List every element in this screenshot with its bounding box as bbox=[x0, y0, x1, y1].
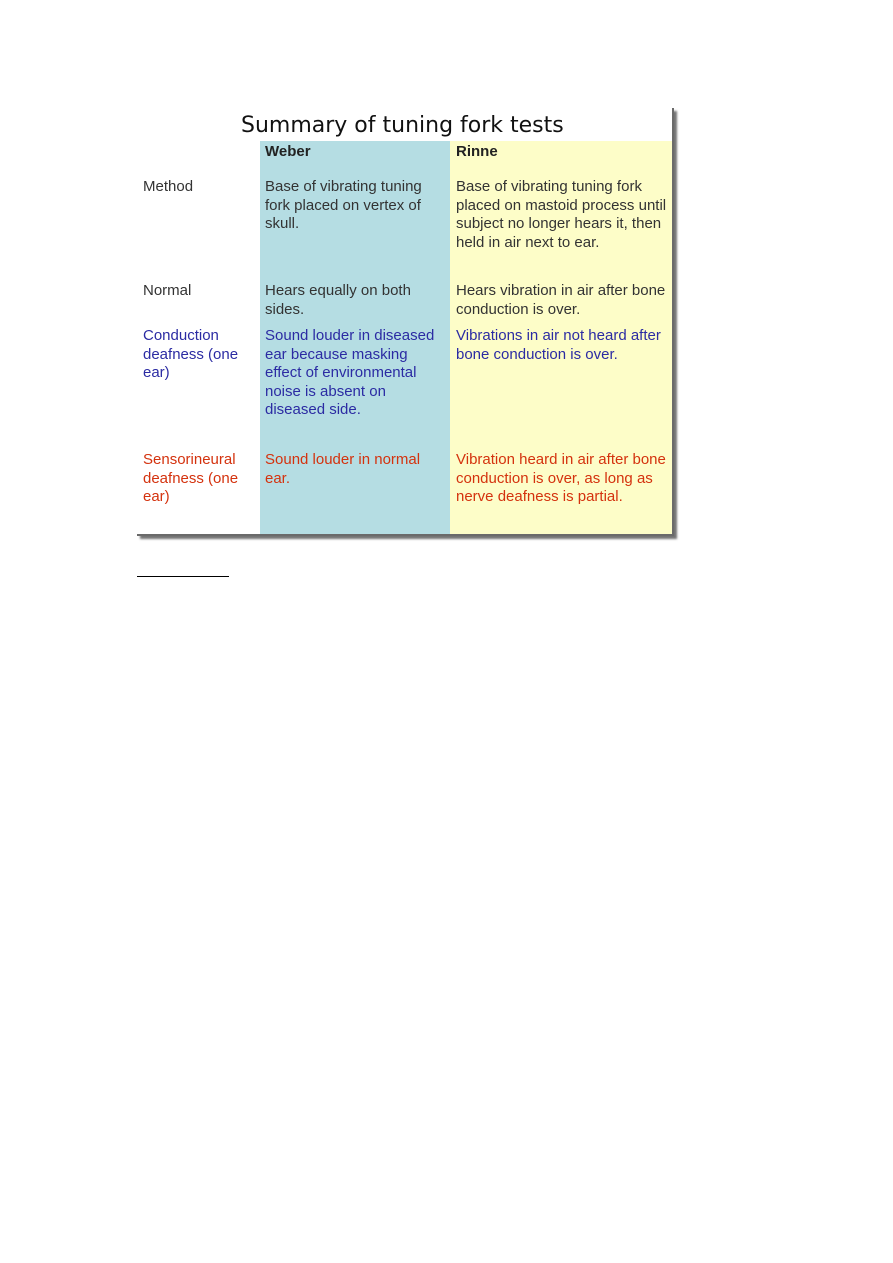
cell-rinne-method: Base of vibrating tuning fork placed on mastoid process until subject no longer hears it, then held in air next to ear. bbox=[456, 178, 667, 251]
column-header-weber: Weber bbox=[265, 143, 311, 160]
cell-weber-conduction-deafness: Sound louder in diseased ear because masking effect of environmental noise is absent on diseased side. bbox=[265, 327, 435, 418]
row-label-normal: Normal bbox=[143, 282, 192, 299]
horizontal-rule bbox=[137, 576, 229, 577]
cell-weber-normal: Hears equally on both sides. bbox=[265, 282, 411, 318]
cell-rinne-normal: Hears vibration in air after bone conduction is over. bbox=[456, 282, 666, 318]
cell-rinne-conduction-deafness: Vibrations in air not heard after bone conduction is over. bbox=[456, 327, 661, 363]
figure-title: Summary of tuning fork tests bbox=[241, 113, 564, 138]
cell-weber-sensorineural-deafness: Sound louder in normal ear. bbox=[265, 451, 421, 487]
cell-weber-method: Base of vibrating tuning fork placed on vertex of skull. bbox=[265, 178, 422, 232]
row-label-conduction-deafness: Conduction deafness (one ear) bbox=[143, 327, 239, 381]
tuning-fork-summary-figure bbox=[137, 108, 674, 536]
row-label-sensorineural-deafness: Sensorineural deafness (one ear) bbox=[143, 451, 239, 505]
column-header-rinne: Rinne bbox=[456, 143, 498, 160]
row-label-method: Method bbox=[143, 178, 194, 195]
cell-rinne-sensorineural-deafness: Vibration heard in air after bone conduction is over, as long as nerve deafness is partial. bbox=[456, 451, 666, 505]
